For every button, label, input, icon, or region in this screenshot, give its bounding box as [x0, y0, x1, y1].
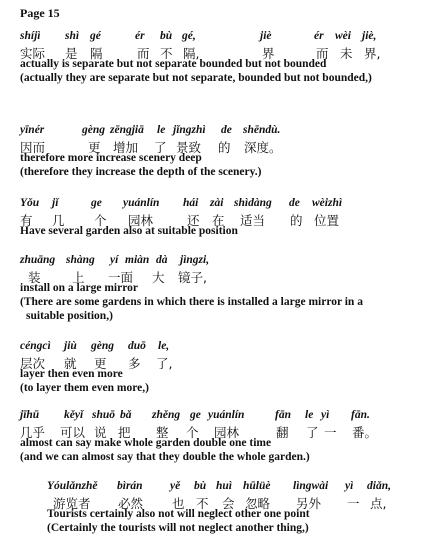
pinyin-word: bìrán: [117, 480, 143, 492]
sentence-block-3: [0, 197, 425, 239]
hanzi-word: 忽略: [245, 496, 271, 511]
pinyin-word: ér: [135, 30, 145, 42]
hanzi-word: 多: [128, 356, 141, 371]
pinyin-word: jiù: [64, 340, 77, 352]
pinyin-word: hái: [183, 197, 199, 209]
pinyin-word: jiè: [260, 30, 272, 42]
english-gloss: Have several garden also at suitable position: [20, 225, 238, 237]
pinyin-word: fān.: [351, 409, 370, 421]
pinyin-word: bù: [194, 480, 207, 492]
hanzi-word: 个: [94, 213, 107, 228]
pinyin-word: dà: [156, 254, 168, 266]
pinyin-word: gé: [90, 30, 101, 42]
hanzi-word: 适当: [240, 213, 266, 228]
hanzi-word: 上: [72, 270, 85, 285]
hanzi-word: 而: [137, 46, 150, 61]
pinyin-word: shì: [65, 30, 80, 42]
pinyin-word: hūlüè: [243, 480, 271, 492]
gloss-line: [0, 368, 425, 382]
gloss-line: [0, 58, 425, 72]
hanzi-word: 有: [20, 213, 33, 228]
hanzi-word: 可以: [60, 425, 86, 440]
pinyin-line: [0, 409, 425, 423]
pinyin-word: yīnér: [20, 124, 45, 136]
english-translation: (to layer them even more,): [20, 382, 149, 394]
pinyin-line: [0, 124, 425, 138]
pinyin-word: Yóulǎnzhě: [47, 480, 98, 492]
hanzi-word: 界,: [364, 46, 381, 61]
translation-line: [0, 310, 425, 324]
english-gloss: Tourists certainly also not will neglect other one point: [47, 508, 310, 520]
hanzi-word: 番。: [352, 425, 378, 440]
pinyin-word: jǐngzhì: [173, 124, 206, 136]
hanzi-word: 也: [172, 496, 185, 511]
pinyin-word: ge: [91, 197, 102, 209]
english-gloss: install on a large mirror: [20, 282, 138, 294]
english-gloss: actually is separate but not separate bounded but not bounded: [20, 58, 327, 70]
hanzi-word: 镜子,: [178, 270, 207, 285]
hanzi-word: 隔,: [183, 46, 200, 61]
sentence-block-6: [0, 409, 425, 465]
hanzi-word: 深度。: [244, 140, 282, 155]
hanzi-word: 把: [118, 425, 131, 440]
hanzi-word: 不: [160, 46, 173, 61]
english-translation: (and we can almost say that they double the whole garden.): [20, 451, 310, 463]
pinyin-word: duō: [128, 340, 146, 352]
pinyin-word: ér: [314, 30, 324, 42]
pinyin-word: yì: [345, 480, 354, 492]
hanzi-word: 更: [94, 356, 107, 371]
english-gloss: layer then even more: [20, 368, 123, 380]
hanzi-word: 实际: [20, 46, 46, 61]
pinyin-word: shìdàng: [234, 197, 272, 209]
pinyin-word: shuō: [92, 409, 116, 421]
translation-line: [0, 522, 425, 536]
hanzi-word: 景致: [176, 140, 202, 155]
pinyin-word: yí: [110, 254, 119, 266]
hanzi-word: 园林: [214, 425, 240, 440]
hanzi-word: 就: [64, 356, 77, 371]
pinyin-word: céngcì: [20, 340, 51, 352]
hanzi-word: 因而: [20, 140, 46, 155]
hanzi-word: 更: [88, 140, 101, 155]
pinyin-word: ge: [190, 409, 201, 421]
gloss-line: [0, 508, 425, 522]
translation-line: [0, 382, 425, 396]
pinyin-word: zhuāng: [20, 254, 56, 266]
hanzi-word: 层次: [20, 356, 46, 371]
page-number: Page 15: [20, 6, 60, 20]
pinyin-word: bǎ: [120, 409, 132, 421]
pinyin-word: shíjì: [20, 30, 41, 42]
pinyin-word: jìngzi,: [180, 254, 210, 266]
pinyin-word: le: [157, 124, 166, 136]
hanzi-word: 另外: [296, 496, 322, 511]
gloss-line: [0, 437, 425, 451]
english-gloss: therefore more increase scenery deep: [20, 152, 202, 164]
pinyin-word: jǐ: [52, 197, 59, 209]
hanzi-word: 在: [212, 213, 225, 228]
english-translation-continued: suitable position,): [26, 310, 113, 322]
pinyin-word: yì: [321, 409, 330, 421]
hanzi-word: 几: [52, 213, 65, 228]
hanzi-word: 不: [196, 496, 209, 511]
pinyin-word: shàng: [66, 254, 95, 266]
hanzi-word: 是: [65, 46, 78, 61]
hanzi-word: 整: [156, 425, 169, 440]
sentence-block-1: [0, 30, 425, 86]
translation-line: [0, 72, 425, 86]
pinyin-word: lìngwài: [293, 480, 329, 492]
hanzi-line: [0, 138, 425, 155]
pinyin-word: zēngjiā: [110, 124, 144, 136]
hanzi-word: 个: [186, 425, 199, 440]
hanzi-word: 一: [324, 425, 337, 440]
pinyin-word: bù: [160, 30, 173, 42]
pinyin-word: diǎn,: [367, 480, 391, 492]
hanzi-word: 一: [347, 496, 360, 511]
hanzi-word: 一面: [108, 270, 134, 285]
english-translation: (therefore they increase the depth of the scenery.): [20, 166, 262, 178]
hanzi-word: 大: [152, 270, 165, 285]
pinyin-word: wèizhì: [312, 197, 343, 209]
hanzi-word: 装: [28, 270, 41, 285]
english-translation: (actually they are separate but not separate, bounded but not bounded,): [20, 72, 372, 84]
pinyin-word: yuánlín: [123, 197, 160, 209]
hanzi-line: [0, 494, 425, 511]
hanzi-word: 的: [290, 213, 303, 228]
gloss-line: [0, 282, 425, 296]
pinyin-line: [0, 254, 425, 268]
pinyin-word: yě: [170, 480, 181, 492]
hanzi-line: [0, 44, 425, 61]
hanzi-word: 说: [94, 425, 107, 440]
translation-line: [0, 166, 425, 180]
pinyin-word: gèng: [82, 124, 105, 136]
pinyin-line: [0, 340, 425, 354]
pinyin-word: shēndù.: [243, 124, 281, 136]
pinyin-word: de: [221, 124, 232, 136]
hanzi-word: 增加: [113, 140, 139, 155]
hanzi-word: 位置: [314, 213, 340, 228]
pinyin-word: le,: [158, 340, 170, 352]
hanzi-word: 必然: [118, 496, 144, 511]
pinyin-word: de: [289, 197, 300, 209]
hanzi-word: 了: [154, 140, 167, 155]
pinyin-word: wèi: [335, 30, 351, 42]
hanzi-word: 了: [306, 425, 319, 440]
hanzi-line: [0, 354, 425, 371]
hanzi-word: 翻: [276, 425, 289, 440]
hanzi-word: 园林: [128, 213, 154, 228]
pinyin-word: yuánlín: [208, 409, 245, 421]
gloss-line: [0, 225, 425, 239]
pinyin-word: jiè,: [362, 30, 377, 42]
pinyin-word: le: [305, 409, 314, 421]
translation-line: [0, 296, 425, 310]
sentence-block-5: [0, 340, 425, 396]
pinyin-word: huì: [216, 480, 232, 492]
sentence-block-7: [0, 480, 425, 536]
pinyin-word: zài: [210, 197, 224, 209]
hanzi-word: 还: [187, 213, 200, 228]
pinyin-word: fān: [275, 409, 291, 421]
pinyin-line: [0, 197, 425, 211]
pinyin-line: [0, 30, 425, 44]
hanzi-word: 游览者: [53, 496, 91, 511]
hanzi-word: 点,: [370, 496, 387, 511]
hanzi-line: [0, 423, 425, 440]
hanzi-word: 会: [222, 496, 235, 511]
english-translation: (Certainly the tourists will not neglect another thing,): [47, 522, 309, 534]
gloss-line: [0, 152, 425, 166]
hanzi-word: 的: [218, 140, 231, 155]
english-translation: (There are some gardens in which there is installed a large mirror in a: [20, 296, 363, 308]
pinyin-word: gé,: [182, 30, 196, 42]
translation-line: [0, 451, 425, 465]
pinyin-word: zhěng: [152, 409, 181, 421]
pinyin-word: jīhū: [20, 409, 40, 421]
hanzi-word: 几乎: [20, 425, 46, 440]
pinyin-word: miàn: [125, 254, 150, 266]
pinyin-word: kěyǐ: [64, 409, 84, 421]
hanzi-line: [0, 211, 425, 228]
hanzi-line: [0, 268, 425, 285]
pinyin-word: gèng: [91, 340, 114, 352]
sentence-block-4: [0, 254, 425, 324]
sentence-block-2: [0, 124, 425, 180]
hanzi-word: 而: [316, 46, 329, 61]
pinyin-line: [0, 480, 425, 494]
hanzi-word: 了,: [156, 356, 173, 371]
hanzi-word: 未: [340, 46, 353, 61]
pinyin-word: Yǒu: [20, 197, 40, 209]
hanzi-word: 界: [262, 46, 275, 61]
english-gloss: almost can say make whole garden double one time: [20, 437, 272, 449]
hanzi-word: 隔: [90, 46, 103, 61]
